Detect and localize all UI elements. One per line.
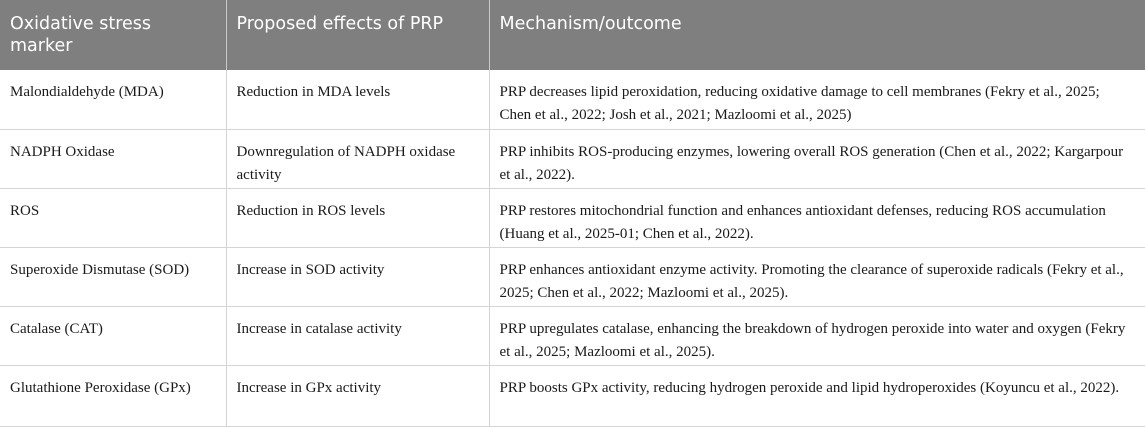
cell-marker: ROS: [0, 188, 226, 247]
cell-effect: Increase in catalase activity: [226, 306, 489, 365]
cell-marker: Malondialdehyde (MDA): [0, 70, 226, 129]
header-row: [0, 0, 1145, 70]
table-row: [0, 188, 1145, 247]
cell-marker: Catalase (CAT): [0, 306, 226, 365]
cell-effect: Reduction in MDA levels: [226, 70, 489, 129]
cell-marker: NADPH Oxidase: [0, 129, 226, 188]
cell-mechanism: PRP enhances antioxidant enzyme activity. Promoting the clearance of superoxide radicals (Fekry et al., 2025; Chen et al., 2022; Mazloomi et al., 2025).: [489, 247, 1145, 306]
table-row: [0, 365, 1145, 426]
header-effect: Proposed effects of PRP: [226, 0, 489, 70]
cell-marker: Glutathione Peroxidase (GPx): [0, 365, 226, 426]
header-marker: Oxidative stress marker: [0, 0, 226, 70]
cell-mechanism: PRP inhibits ROS-producing enzymes, lowering overall ROS generation (Chen et al., 2022; Kargarpour et al., 2022).: [489, 129, 1145, 188]
table-header: [0, 0, 1145, 70]
table-row: [0, 129, 1145, 188]
cell-effect: Reduction in ROS levels: [226, 188, 489, 247]
table-row: [0, 247, 1145, 306]
table-row: [0, 306, 1145, 365]
cell-mechanism: PRP boosts GPx activity, reducing hydrogen peroxide and lipid hydroperoxides (Koyuncu et al., 2022).: [489, 365, 1145, 426]
cell-effect: Downregulation of NADPH oxidase activity: [226, 129, 489, 188]
cell-mechanism: PRP decreases lipid peroxidation, reducing oxidative damage to cell membranes (Fekry et al., 2025; Chen et al., 2022; Josh et al., 2021; Mazloomi et al., 2025): [489, 70, 1145, 129]
table-row: [0, 70, 1145, 129]
cell-effect: Increase in SOD activity: [226, 247, 489, 306]
cell-mechanism: PRP restores mitochondrial function and enhances antioxidant defenses, reducing ROS accumulation (Huang et al., 2025-01; Chen et al., 2022).: [489, 188, 1145, 247]
cell-effect: Increase in GPx activity: [226, 365, 489, 426]
cell-marker: Superoxide Dismutase (SOD): [0, 247, 226, 306]
cell-mechanism: PRP upregulates catalase, enhancing the breakdown of hydrogen peroxide into water and oxygen (Fekry et al., 2025; Mazloomi et al., 2025).: [489, 306, 1145, 365]
table-body: [0, 70, 1145, 426]
header-mechanism: Mechanism/outcome: [489, 0, 1145, 70]
